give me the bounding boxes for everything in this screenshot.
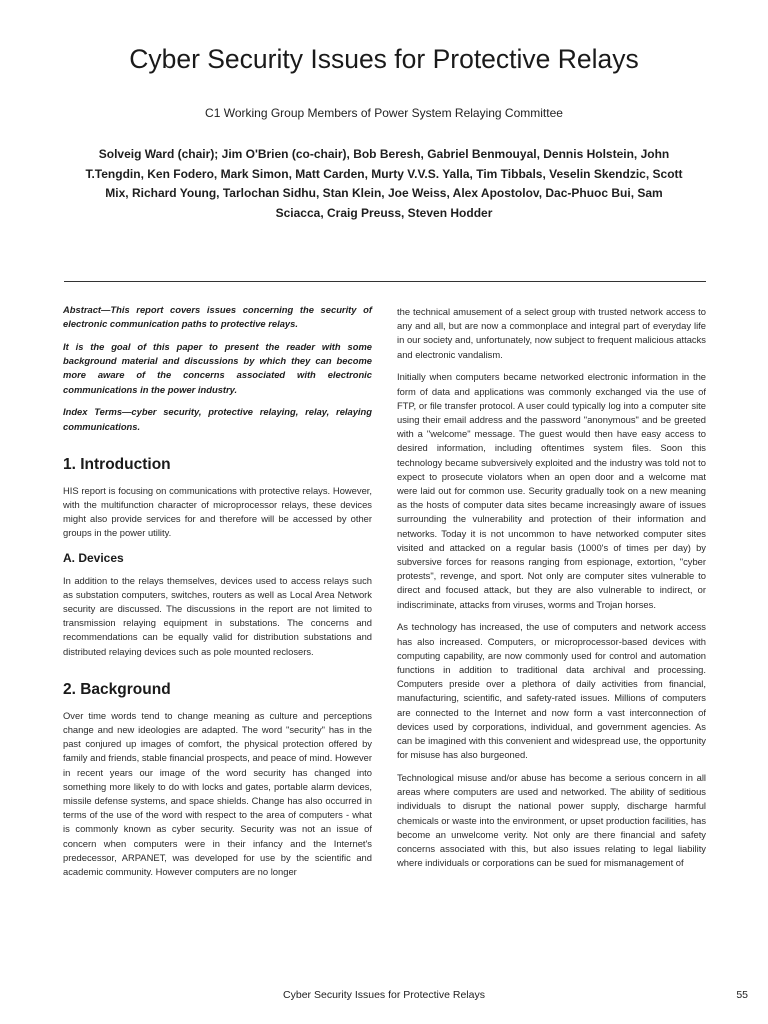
section-heading-background: 2. Background: [63, 680, 171, 698]
running-footer-title: Cyber Security Issues for Protective Relays: [283, 989, 485, 1001]
index-terms: Index Terms—cyber security, protective relaying, relay, relaying communications.: [63, 406, 372, 432]
background-paragraph: Over time words tend to change meaning as culture and perceptions change and new ideologies are adapted. The word "security" has in the past conjured up images of comfort, the physical protection offered by family and friends, stable financial prospects, and peace of mind. However in recent years our image of the word security has changed into something more likely to do with locks and gates, portable alarm devices, missile defense systems, and space shields. Change has also occurred in terms of the use of the word with respect to the area of computers - what is commonly known as cyber security. Security was not an issue of concern when computers were in their infancy and the Internet's predecessor, ARPANET, was developed for use by the scientific and academic community. However computers are no longer: [63, 709, 372, 878]
right-paragraph-3: As technology has increased, the use of computers and network access has also increased. Computers, or microprocessor-based devices with computing capability, are now commonly used for control and automation functions in addition to traditional data archival and processing. Computers preside over a plethora of daily activities from financial, manufacturing, scientific, and safety-rated issues. Millions of computers are connected to the Internet and now form a vast interconnection of devices used by corporations, individual, and government agencies. As can be imagined with this convenient and widespread use, the opportunity for misuse has also burgeoned.: [397, 621, 706, 761]
left-column: [63, 303, 372, 888]
abstract: Abstract—This report covers issues concerning the security of electronic communication paths to protective relays.: [63, 304, 372, 330]
paper-subtitle: C1 Working Group Members of Power System Relaying Committee: [205, 106, 563, 120]
right-column: [397, 305, 706, 879]
page-number: 55: [736, 989, 748, 1001]
right-paragraph-1: the technical amusement of a select group with trusted network access to any and all, but are now a commonplace and integral part of everyday life in our society and, unfortunately, now subject to frequent malicious attacks and electronic vandalism.: [397, 306, 706, 360]
right-paragraph-2: Initially when computers became networked electronic information in the form of data and applications was commonly exchanged via the use of FTP, or file transfer protocol. A user could typically log into a computer site using their email address and the password "anonymous" and be greeted with a "welcome" message. The guest would then have easy access to desired information, including oftentimes system files. Soon this technology became subversively exploited and the industry was told not to expect to prosecute violators when an open door and a welcome mat were laid out for common use. Security gradually took on a new meaning as the hosts of computer data sites became increasingly aware of issues surrounding the vulnerability and protection of their information and networks. Today it is not uncommon to have networked computer sites visited and attacked on a regular basis (1000's of times per day) by subversive forces for reasons ranging from espionage, extortion, "cyber protests", revenge, and sport. Not only are computer sites vulnerable to direct and focused attack, but they are also vulnerable to indirect, or indiscriminate, attacks from viruses, worms and Trojan horses.: [397, 371, 706, 610]
introduction-paragraph: HIS report is focusing on communications with protective relays. However, with the multifunction character of microprocessor relays, these devices might also provide services for and therefore will be accessed by other groups in the power utility.: [63, 484, 372, 539]
right-paragraph-4: Technological misuse and/or abuse has become a serious concern in all areas where computers are used and networked. The ability of seditious individuals to disrupt the national power supply, discharge harmful chemicals or waste into the environment, or upset production facilities, has become an unwelcome verity. Not only are there financial and safety concerns associated with this, but also issues relating to legal liability where individuals or corporations can be sued for mismanagement of: [397, 772, 707, 869]
goal-statement: It is the goal of this paper to present the reader with some background material and discussions by which they can become more aware of the concerns associated with electronic communications in the power industry.: [63, 341, 372, 395]
subsection-heading-devices: A. Devices: [63, 550, 124, 565]
author-list: Solveig Ward (chair); Jim O'Brien (co-chair), Bob Beresh, Gabriel Benmouyal, Dennis Holstein, John T.Tengdin, Ken Fodero, Mark Simon, Matt Carden, Murty V.V.S. Yalla, Tim Tibbals, Veselin Skendzic, Scott Mix, Richard Young, Tarlochan Sidhu, Stan Klein, Joe Weiss, Alex Apostolov, Dac-Phuoc Bui, Sam Sciacca, Craig Preuss, Steven Hodder: [85, 147, 683, 220]
devices-paragraph: In addition to the relays themselves, devices used to access relays such as substation computers, switches, routers as well as Local Area Network security are discussed. The discussions in the report are not limited to transmission relaying equipment in substations. The concerns and recommendations can be equally valid for distribution substations and distributed relaying devices such as pole mounted reclosers.: [63, 574, 372, 657]
paper-title: Cyber Security Issues for Protective Relays: [129, 44, 639, 74]
section-heading-introduction: 1. Introduction: [63, 455, 171, 473]
header-divider: [64, 281, 706, 282]
